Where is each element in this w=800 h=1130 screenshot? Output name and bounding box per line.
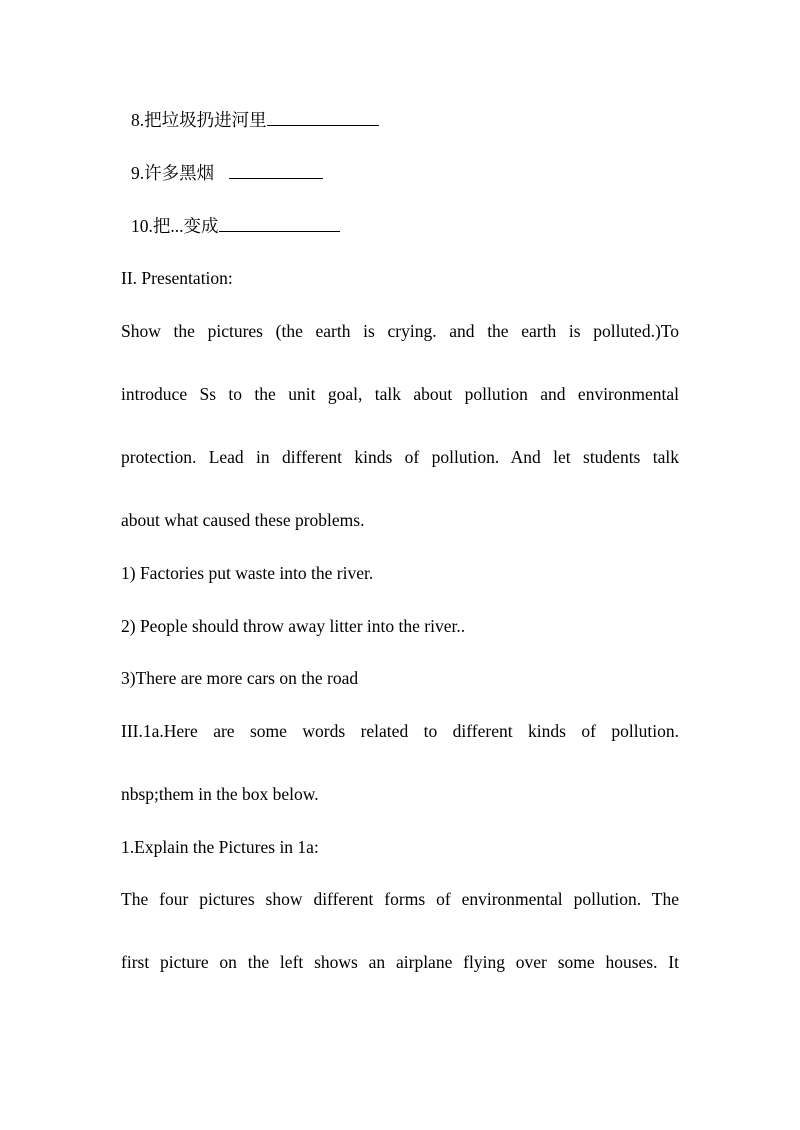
- vocab-item-text: 10.把...变成: [131, 216, 219, 236]
- answer-blank: [219, 214, 340, 232]
- vocab-item-9: [131, 161, 689, 184]
- paragraph-line: introduce Ss to the unit goal, talk about pollution and environmental: [121, 384, 679, 404]
- list-item: 1) Factories put waste into the river.: [121, 563, 374, 583]
- list-item: 3)There are more cars on the road: [121, 668, 359, 688]
- exercise-instruction-line: III.1a.Here are some words related to different kinds of pollution.: [121, 721, 679, 741]
- paragraph-line: first picture on the left shows an airplane flying over some houses. It: [121, 952, 679, 972]
- paragraph-line: about what caused these problems.: [121, 510, 365, 530]
- answer-blank: [267, 108, 379, 126]
- paragraph-line: The four pictures show different forms of environmental pollution. The: [121, 889, 679, 909]
- paragraph-line: Show the pictures (the earth is crying. and the earth is polluted.)To: [121, 321, 679, 341]
- paragraph-line: protection. Lead in different kinds of pollution. And let students talk: [121, 447, 679, 467]
- vocab-item-text: 9.许多黑烟: [131, 163, 223, 183]
- list-item: 2) People should throw away litter into the river..: [121, 616, 466, 636]
- exercise-instruction-line: nbsp;them in the box below.: [121, 784, 319, 804]
- vocab-item-text: 8.把垃圾扔进河里: [131, 110, 267, 130]
- vocab-item-10: [131, 214, 689, 237]
- vocab-item-8: [131, 108, 689, 131]
- section-subheading: 1.Explain the Pictures in 1a:: [121, 837, 319, 857]
- section-heading-presentation: II. Presentation:: [121, 268, 233, 288]
- answer-blank: [229, 161, 323, 179]
